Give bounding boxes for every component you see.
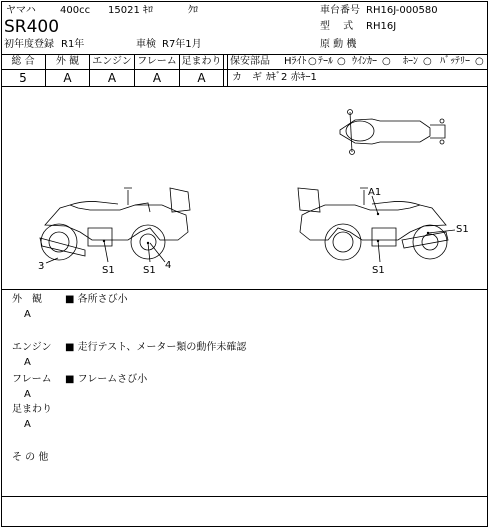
note-engine-grade: A [24, 357, 31, 368]
grade-value-engine: A [107, 71, 117, 85]
grade-header-engine: エンジン [92, 56, 132, 67]
shaken-label: 車検 [136, 39, 156, 50]
safety-item-horn: ﾎｰﾝ [403, 56, 418, 67]
divider [227, 54, 228, 86]
key-label: カ ギ [232, 72, 262, 83]
shaken-value: R7年1月 [162, 39, 202, 50]
note-exterior-text: ■ 各所さび小 [65, 294, 128, 305]
mark-left-3: 3 [38, 261, 45, 272]
first-reg-label: 初年度登録 [4, 39, 54, 50]
grade-header-frame: フレーム [137, 56, 177, 67]
key-value: ｶｷﾞ2 赤ｷｰ1 [266, 72, 317, 83]
safety-mark-tail: ○ [337, 56, 346, 67]
safety-item-tail: ﾃｰﾙ [318, 56, 333, 67]
safety-item-battery: ﾊﾞｯﾃﾘｰ [440, 56, 470, 67]
frame-no-value: RH16J-000580 [366, 5, 438, 16]
divider [1, 289, 488, 290]
safety-mark-winker: ○ [382, 56, 391, 67]
note-exterior-grade: A [24, 309, 31, 320]
mark-left-s1-b: S1 [143, 265, 156, 276]
grade-value-suspension: A [197, 71, 206, 85]
safety-item-headlight: Hﾗｲﾄ [284, 56, 307, 67]
mark-right-s1-b: S1 [456, 224, 469, 235]
divider [224, 69, 488, 70]
safety-mark-horn: ○ [423, 56, 432, 67]
divider [1, 54, 488, 55]
displacement: 400cc [60, 5, 91, 16]
grade-header-total: 総 合 [11, 56, 35, 67]
note-engine-label: エンジン [12, 342, 52, 353]
note-exterior-label: 外 観 [12, 294, 42, 305]
grade-header-exterior: 外 観 [55, 56, 80, 67]
mark-left-s1-a: S1 [102, 265, 115, 276]
mark-right-a1: A1 [368, 187, 382, 198]
mark-left-4: 4 [165, 260, 172, 271]
damage-diagram [0, 87, 490, 287]
safety-label: 保安部品 [230, 56, 270, 67]
divider [223, 54, 224, 86]
frame-no-label: 車台番号 [320, 5, 360, 16]
first-reg-value: R1年 [61, 39, 85, 50]
note-frame-text: ■ フレームさび小 [65, 374, 148, 385]
color: ｸﾛ [188, 5, 198, 16]
mileage-unit: ｷﾛ [143, 5, 153, 16]
divider [1, 496, 488, 497]
motorcycle-left-side-icon [40, 188, 190, 260]
motorcycle-top-view-icon [340, 110, 445, 155]
grade-value-frame: A [152, 71, 162, 85]
engine-label: 原 動 機 [320, 39, 357, 50]
mileage: 15021 [108, 5, 140, 16]
grade-header-suspension: 足まわり [181, 56, 222, 67]
note-frame-label: フレーム [12, 374, 52, 385]
note-suspension-grade: A [24, 419, 31, 430]
grade-value-exterior: A [63, 71, 72, 85]
maker: ヤマハ [6, 5, 36, 16]
note-frame-grade: A [24, 389, 31, 400]
safety-item-winker: ｳｲﾝｶｰ [352, 56, 377, 67]
divider [1, 69, 223, 70]
type-value: RH16J [366, 21, 397, 32]
mark-right-s1-a: S1 [372, 265, 385, 276]
safety-mark-headlight: ○ [308, 56, 317, 67]
grade-value-total: 5 [19, 71, 27, 85]
safety-mark-battery: ○ [475, 56, 484, 67]
note-suspension-label: 足まわり [12, 404, 52, 415]
type-label: 型 式 [320, 21, 354, 32]
note-engine-text: ■ 走行テスト、メーター類の動作未確認 [65, 342, 247, 353]
model-name: SR400 [4, 17, 60, 37]
note-other-label: そ の 他 [12, 452, 49, 463]
